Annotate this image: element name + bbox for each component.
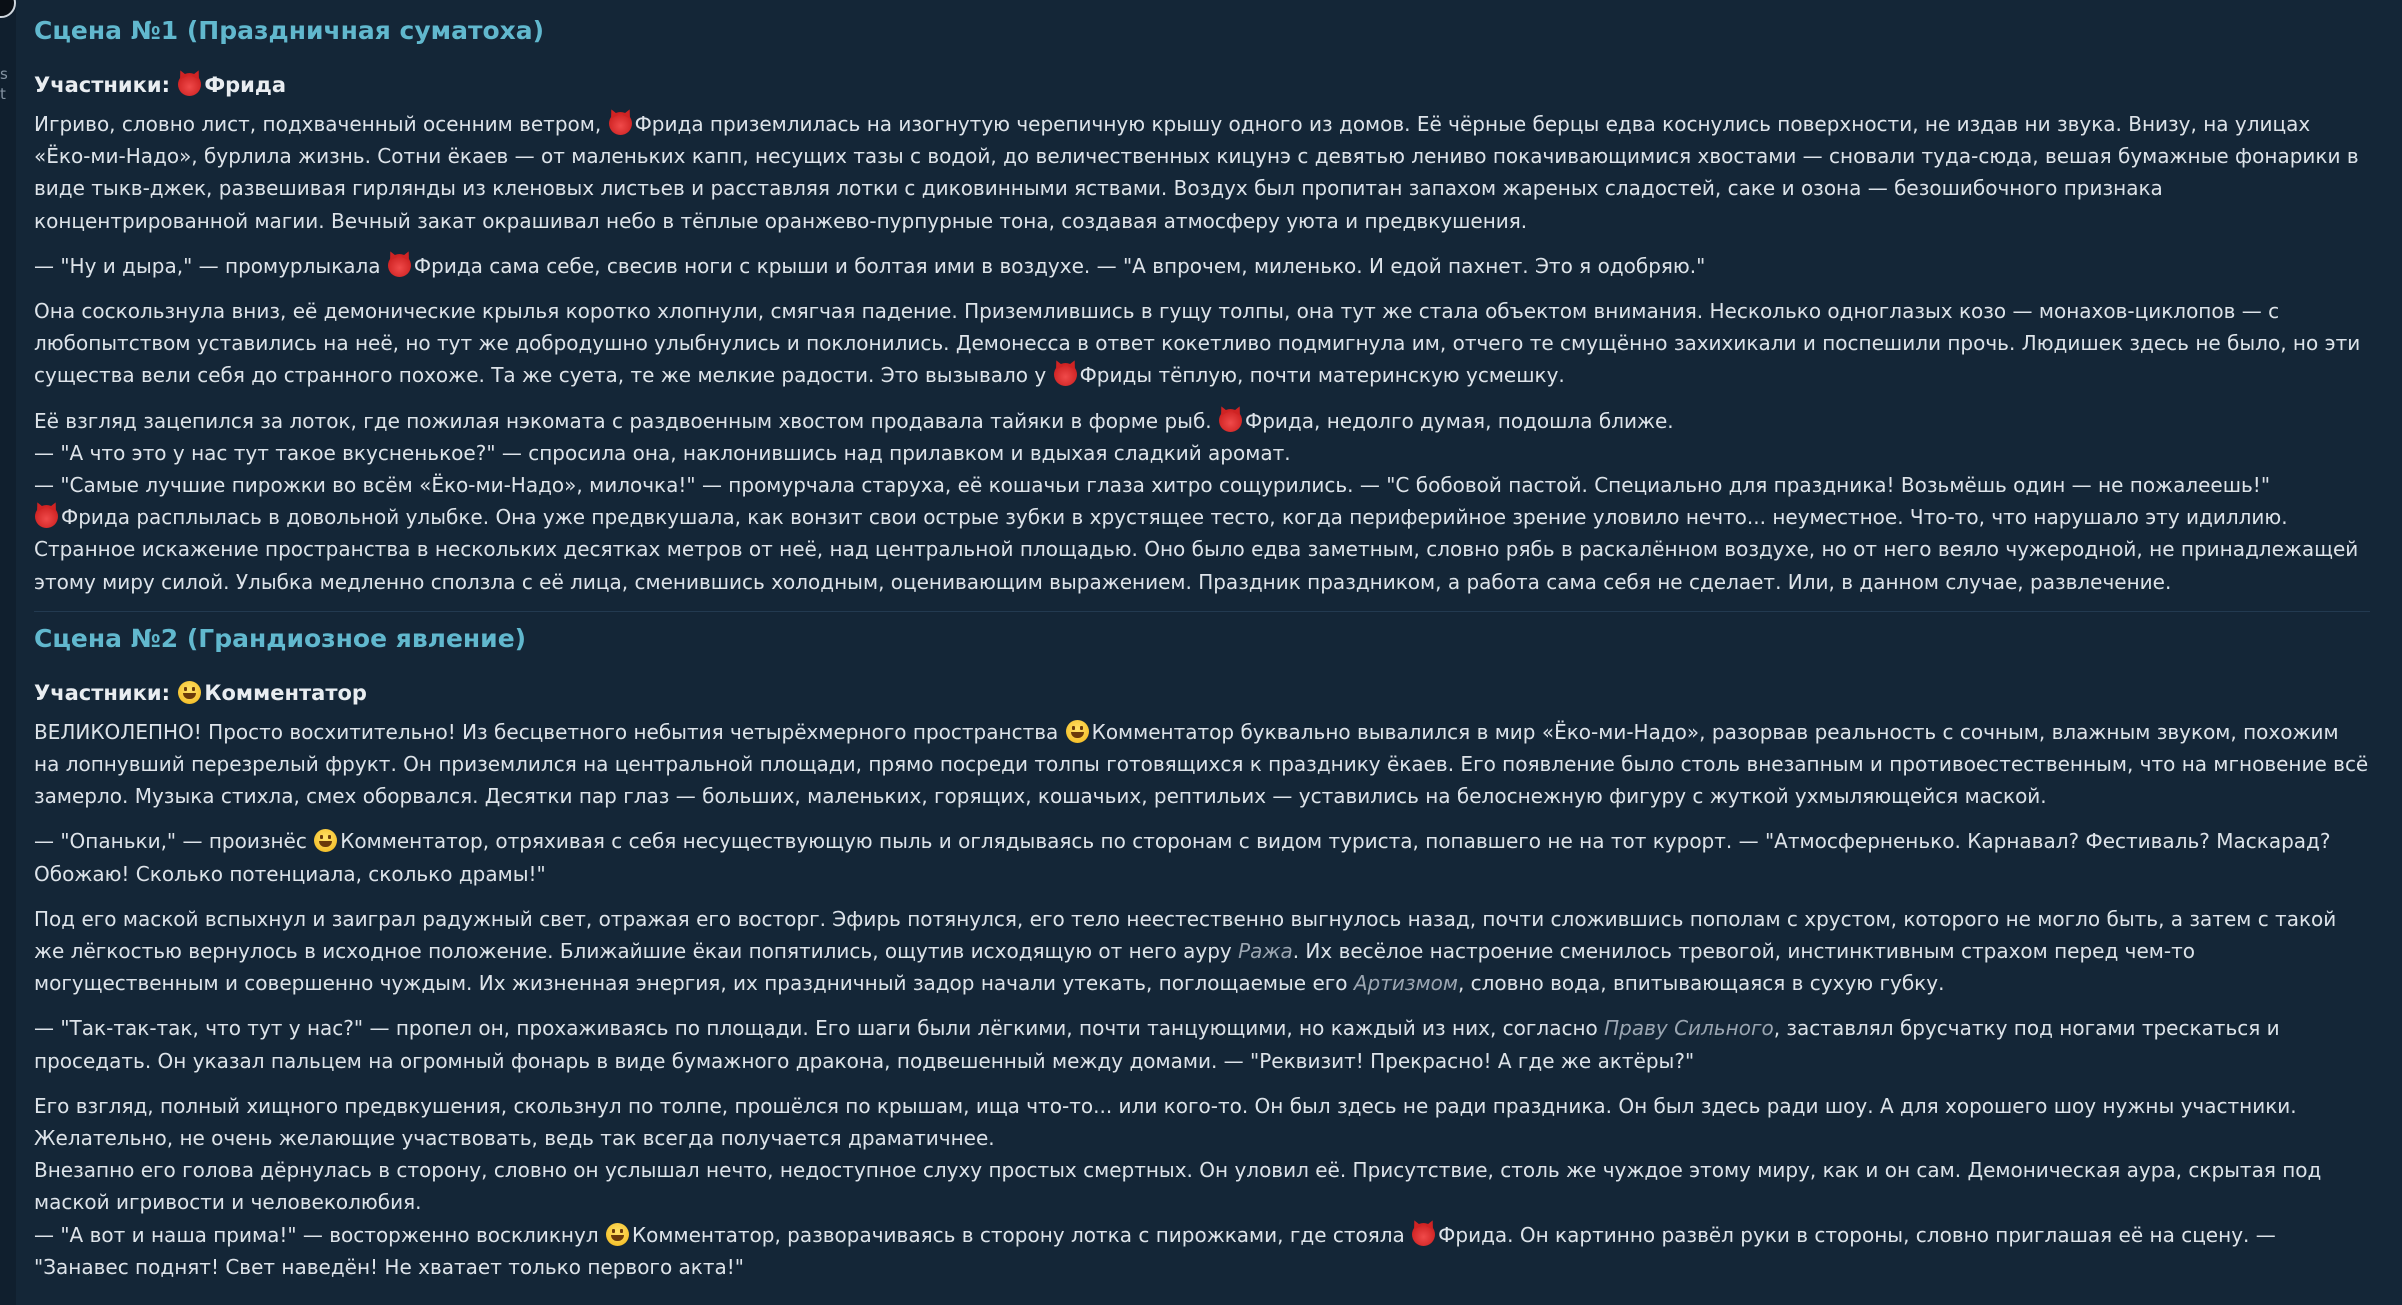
scene-title: Сцена №2 (Грандиозное явление)	[34, 623, 527, 653]
paragraph	[34, 1012, 2370, 1076]
text-run: — "Ну и дыра," — промурлыкала	[34, 253, 387, 278]
scene-divider	[34, 611, 2370, 612]
smiling-face-with-horns-icon	[609, 112, 632, 135]
text-run: Фрида приземлилась на изогнутую черепичную крышу одного из домов. Её чёрные берцы едва коснулись поверхности, не издав ни звука. Внизу, на улицах «Ёко-ми-Надо», бурлила жизнь. Сотни ёкаев — от маленьких капп, несущих тазы с водой, до величественных кицунэ с девятью лениво покачивающимися хвостами — сновали туда-сюда, вешая бумажные фонарики в виде тыкв-джек, развешивая гирлянды из кленовых листьев и расставляя лотки с диковинными яствами. Воздух был пропитан запахом жареных сладостей, саке и озона — безошибочного признака концентрированной магии. Вечный закат окрашивал небо в тёплые оранжево-пурпурные тона, создавая атмосферу уюта и предвкушения.	[34, 112, 2359, 233]
text-run: Его взгляд, полный хищного предвкушения, скользнул по толпе, прошёлся по крышам, ища что-то... или кого-то. Он был здесь не ради праздника. Он был здесь ради шоу. А для хорошего шоу нужны участники. Желательно, не очень желающие участвовать, ведь так всегда получается драматичнее.	[34, 1093, 2297, 1151]
paragraph	[34, 825, 2370, 889]
text-run: Внезапно его голова дёрнулась в сторону, словно он услышал нечто, недоступное слуху простых смертных. Он уловил её. Присутствие, столь же чуждое этому миру, как и он сам. Демоническая аура, скрытая под маской игривости и человеколюбия.	[34, 1158, 2322, 1215]
left-panel-edge	[0, 0, 16, 1305]
grinning-face-icon	[606, 1223, 629, 1246]
text-run: , словно вода, впитывающаяся в сухую губку.	[1457, 971, 1945, 996]
text-run: Комментатор, разворачиваясь в сторону лотка с пирожками, где стояла	[631, 1222, 1412, 1247]
text-run: ВЕЛИКОЛЕПНО! Просто восхитительно! Из бесцветного небытия четырёхмерного пространства	[34, 719, 1065, 744]
text-run: Комментатор, отряхивая с себя несуществующую пыль и оглядываясь по сторонам с видом туриста, попавшего не на тот курорт. — "Атмосферненько. Карнавал? Фестиваль? Маскарад? Обожаю! Сколько потенциала, сколько драмы!"	[34, 829, 2331, 886]
edge-letter-s: s	[0, 65, 8, 83]
paragraph	[34, 250, 2370, 282]
text-run: — "А вот и наша прима!" — восторженно воскликнул	[34, 1222, 605, 1247]
text-run: Игриво, словно лист, подхваченный осенним ветром,	[34, 112, 608, 136]
scene-2	[34, 620, 2370, 1283]
text-run: Комментатор буквально вывалился в мир «Ёко-ми-Надо», разорвав реальность с сочным, влажным звуком, похожим на лопнувший перезрелый фрукт. Он приземлился на центральной площади, прямо посреди толпы готовящихся к празднику ёкаев. Его появление было столь внезапным и противоестественным, что на мгновение всё замерло. Музыка стихла, смех оборвался. Десятки пар глаз — больших, маленьких, горящих, кошачьих, рептильих — уставились на белоснежную фигуру с жуткой ухмыляющейся маской.	[34, 719, 2369, 809]
text-run: — "А что это у нас тут такое вкусненькое?" — спросила она, наклонившись над прилавком и вдыхая сладкий аромат.	[34, 440, 1291, 465]
grinning-face-icon	[1066, 720, 1089, 743]
smiling-face-with-horns-icon	[388, 254, 411, 277]
edge-letter-t: t	[0, 85, 6, 103]
paragraph	[34, 405, 2370, 598]
text-run: Фрида расплылась в довольной улыбке. Она уже предвкушала, как вонзит свои острые зубки в хрустящее тесто, когда периферийное зрение уловило нечто... неуместное. Что-то, что нарушало эту идиллию. Странное искажение пространства в нескольких десятках метров от неё, над центральной площадью. Оно было едва заметным, словно рябь в раскалённом воздухе, но от него веяло чужеродной, не принадлежащей этому миру силой. Улыбка медленно сползла с её лица, сменившись холодным, оценивающим выражением. Праздник праздником, а работа сама себя не сделает. Или, в данном случае, развлечение.	[34, 505, 2359, 594]
participants-line	[34, 678, 2370, 708]
participants-line	[34, 70, 2370, 100]
smiling-face-with-horns-icon	[35, 505, 58, 528]
text-run: Под его маской вспыхнул и заиграл радужный свет, отражая его восторг. Эфирь потянулся, его тело неестественно выгнулось назад, почти сложившись пополам с хрустом, которого не могло быть, а затем с такой же лёгкостью вернулось в исходное положение. Ближайшие ёкаи попятились, ощутив исходящую от него ауру	[34, 906, 2337, 964]
text-run: , заставлял брусчатку под ногами трескаться и проседать. Он указал пальцем на огромный фонарь в виде бумажного дракона, подвешенный между домами. — "Реквизит! Прекрасно! А где же актёры?"	[34, 1016, 2280, 1073]
text-run: — "Так-так-так, что тут у нас?" — пропел он, прохаживаясь по площади. Его шаги были лёгкими, почти танцующими, но каждый из них, согласно	[34, 1016, 1605, 1041]
avatar[interactable]	[0, 0, 16, 18]
smiling-face-with-horns-icon	[178, 73, 201, 96]
text-run: — "Опаньки," — произнёс	[34, 829, 314, 854]
paragraph	[34, 295, 2370, 392]
participant-name: Фрида	[204, 73, 287, 97]
text-run: . Их весёлое настроение сменилось тревогой, инстинктивным страхом перед чем-то могущественным и совершенно чуждым. Их жизненная энергия, их праздничный задор начали утекать, поглощаемые его	[34, 939, 2195, 996]
paragraph	[34, 1090, 2370, 1283]
participants-label: Участники:	[34, 680, 170, 705]
smiling-face-with-horns-icon	[1054, 363, 1077, 386]
text-run: Фриды тёплую, почти материнскую усмешку.	[1079, 363, 1565, 388]
paragraph	[34, 108, 2370, 237]
scene-title: Сцена №1 (Праздничная суматоха)	[34, 16, 545, 45]
grinning-face-icon	[178, 681, 201, 704]
scene-1	[34, 12, 2370, 598]
text-run: Фрида. Он картинно развёл руки в стороны, словно приглашая её на сцену. — "Занавес поднят! Свет наведён! Не хватает только первого акта!"	[34, 1222, 2276, 1279]
smiling-face-with-horns-icon	[1219, 409, 1242, 432]
text-run: Фрида сама себе, свесив ноги с крыши и болтая ими в воздухе. — "А впрочем, миленько. И едой пахнет. Это я одобряю."	[413, 253, 1706, 278]
grinning-face-icon	[314, 829, 337, 852]
text-run: Она соскользнула вниз, её демонические крылья коротко хлопнули, смягчая падение. Приземлившись в гущу толпы, она тут же стала объектом внимания. Несколько одноглазых козо — монахов-циклопов — с любопытством уставились на неё, но тут же добродушно улыбнулись и поклонились. Демонесса в ответ кокетливо подмигнула им, отчего те смущённо захихикали и поспешили прочь. Людишек здесь не было, но эти существа вели себя до странного похоже. Та же суета, те же мелкие радости. Это вызывало у	[34, 299, 2361, 388]
paragraph	[34, 716, 2370, 813]
message-body	[34, 12, 2370, 1296]
emphasis-term: Праву Сильного	[1604, 1016, 1774, 1041]
text-run: Её взгляд зацепился за лоток, где пожилая нэкомата с раздвоенным хвостом продавала тайяки в форме рыб.	[34, 408, 1218, 433]
smiling-face-with-horns-icon	[1412, 1223, 1435, 1246]
text-run: — "Самые лучшие пирожки во всём «Ёко-ми-Надо», милочка!" — промурчала старуха, её кошачьи глаза хитро сощурились. — "С бобовой пастой. Специально для праздника! Возьмёшь один — не пожалеешь!"	[34, 473, 2271, 498]
text-run: Фрида, недолго думая, подошла ближе.	[1245, 408, 1674, 433]
emphasis-term: Артизмом	[1353, 971, 1458, 996]
emphasis-term: Ража	[1238, 939, 1293, 964]
paragraph	[34, 903, 2370, 1000]
participants-label: Участники:	[34, 73, 170, 97]
participant-name: Комментатор	[204, 680, 367, 705]
